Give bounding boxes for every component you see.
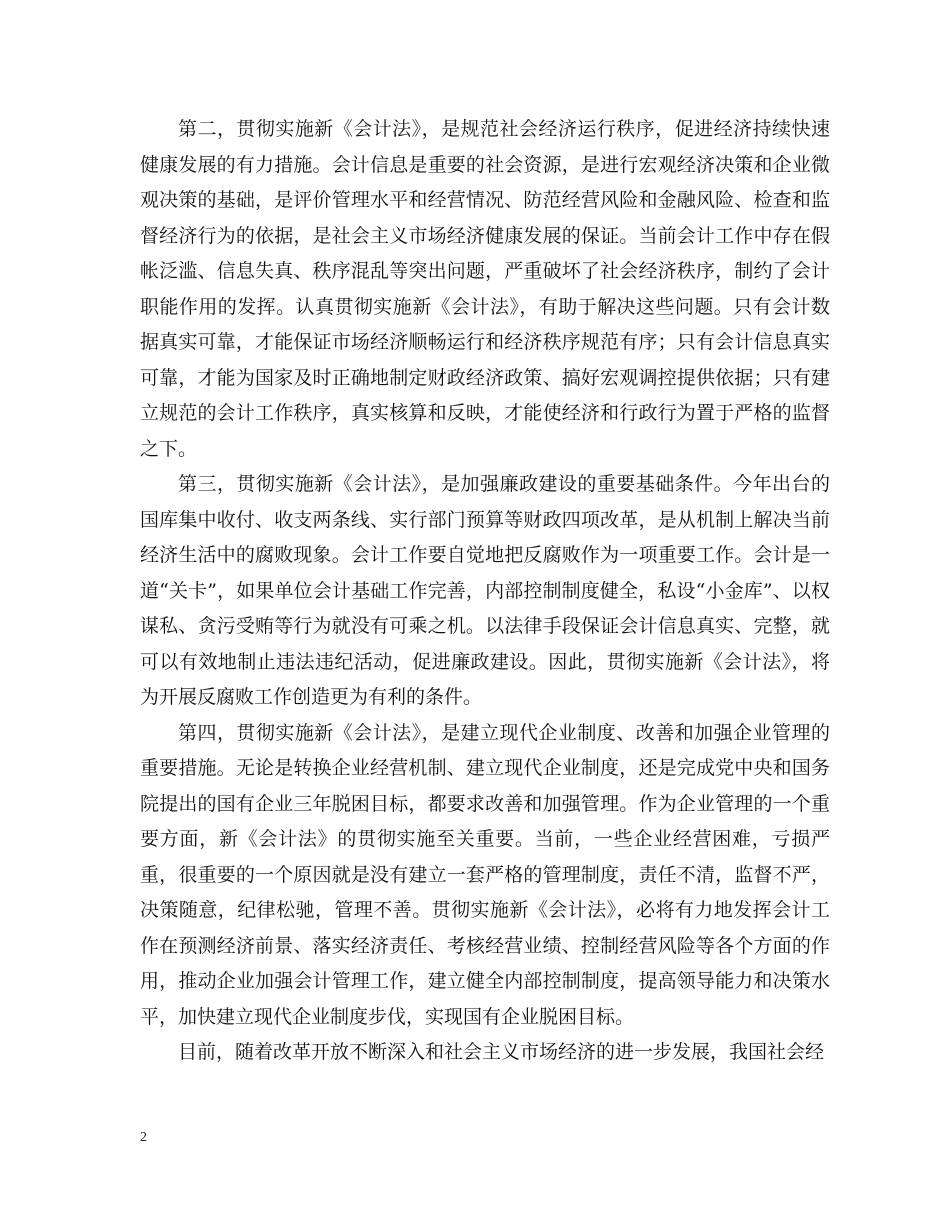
page-number: 2 xyxy=(140,1130,147,1145)
paragraph-fourth: 第四，贯彻实施新《会计法》，是建立现代企业制度、改善和加强企业管理的重要措施。无论是转换企业经营机制、建立现代企业制度，还是完成党中央和国务院提出的国有企业三年脱困目标，都要求改善和加强管理。作为企业管理的一个重要方面，新《会计法》的贯彻实施至关重要。当前，一些企业经营困难，亏损严重，很重要的一个原因就是没有建立一套严格的管理制度，责任不清，监督不严，决策随意，纪律松驰，管理不善。贯彻实施新《会计法》，必将有力地发挥会计工作在预测经济前景、落实经济责任、考核经营业绩、控制经营风险等各个方面的作用，推动企业加强会计管理工作，建立健全内部控制制度，提高领导能力和决策水平，加快建立现代企业制度步伐，实现国有企业脱困目标。 xyxy=(140,721,830,1028)
document-body xyxy=(140,112,830,1071)
paragraph-third: 第三，贯彻实施新《会计法》，是加强廉政建设的重要基础条件。今年出台的国库集中收付、收支两条线、实行部门预算等财政四项改革，是从机制上解决当前经济生活中的腐败现象。会计工作要自觉地把反腐败作为一项重要工作。会计是一道“关卡”，如果单位会计基础工作完善，内部控制制度健全，私设“小金库”、以权谋私、贪污受贿等行为就没有可乘之机。以法律手段保证会计信息真实、完整，就可以有效地制止违法违纪活动，促进廉政建设。因此，贯彻实施新《会计法》，将为开展反腐败工作创造更为有利的条件。 xyxy=(140,473,830,708)
paragraph-current: 目前，随着改革开放不断深入和社会主义市场经济的进一步发展，我国社会经 xyxy=(178,1041,825,1063)
paragraph-second: 第二，贯彻实施新《会计法》，是规范社会经济运行秩序，促进经济持续快速健康发展的有力措施。会计信息是重要的社会资源，是进行宏观经济决策和企业微观决策的基础，是评价管理水平和经营情况、防范经营风险和金融风险、检查和监督经济行为的依据，是社会主义市场经济健康发展的保证。当前会计工作中存在假帐泛滥、信息失真、秩序混乱等突出问题，严重破坏了社会经济秩序，制约了会计职能作用的发挥。认真贯彻实施新《会计法》，有助于解决这些问题。只有会计数据真实可靠，才能保证市场经济顺畅运行和经济秩序规范有序；只有会计信息真实可靠，才能为国家及时正确地制定财政经济政策、搞好宏观调控提供依据；只有建立规范的会计工作秩序，真实核算和反映，才能使经济和行政行为置于严格的监督之下。 xyxy=(140,118,830,460)
